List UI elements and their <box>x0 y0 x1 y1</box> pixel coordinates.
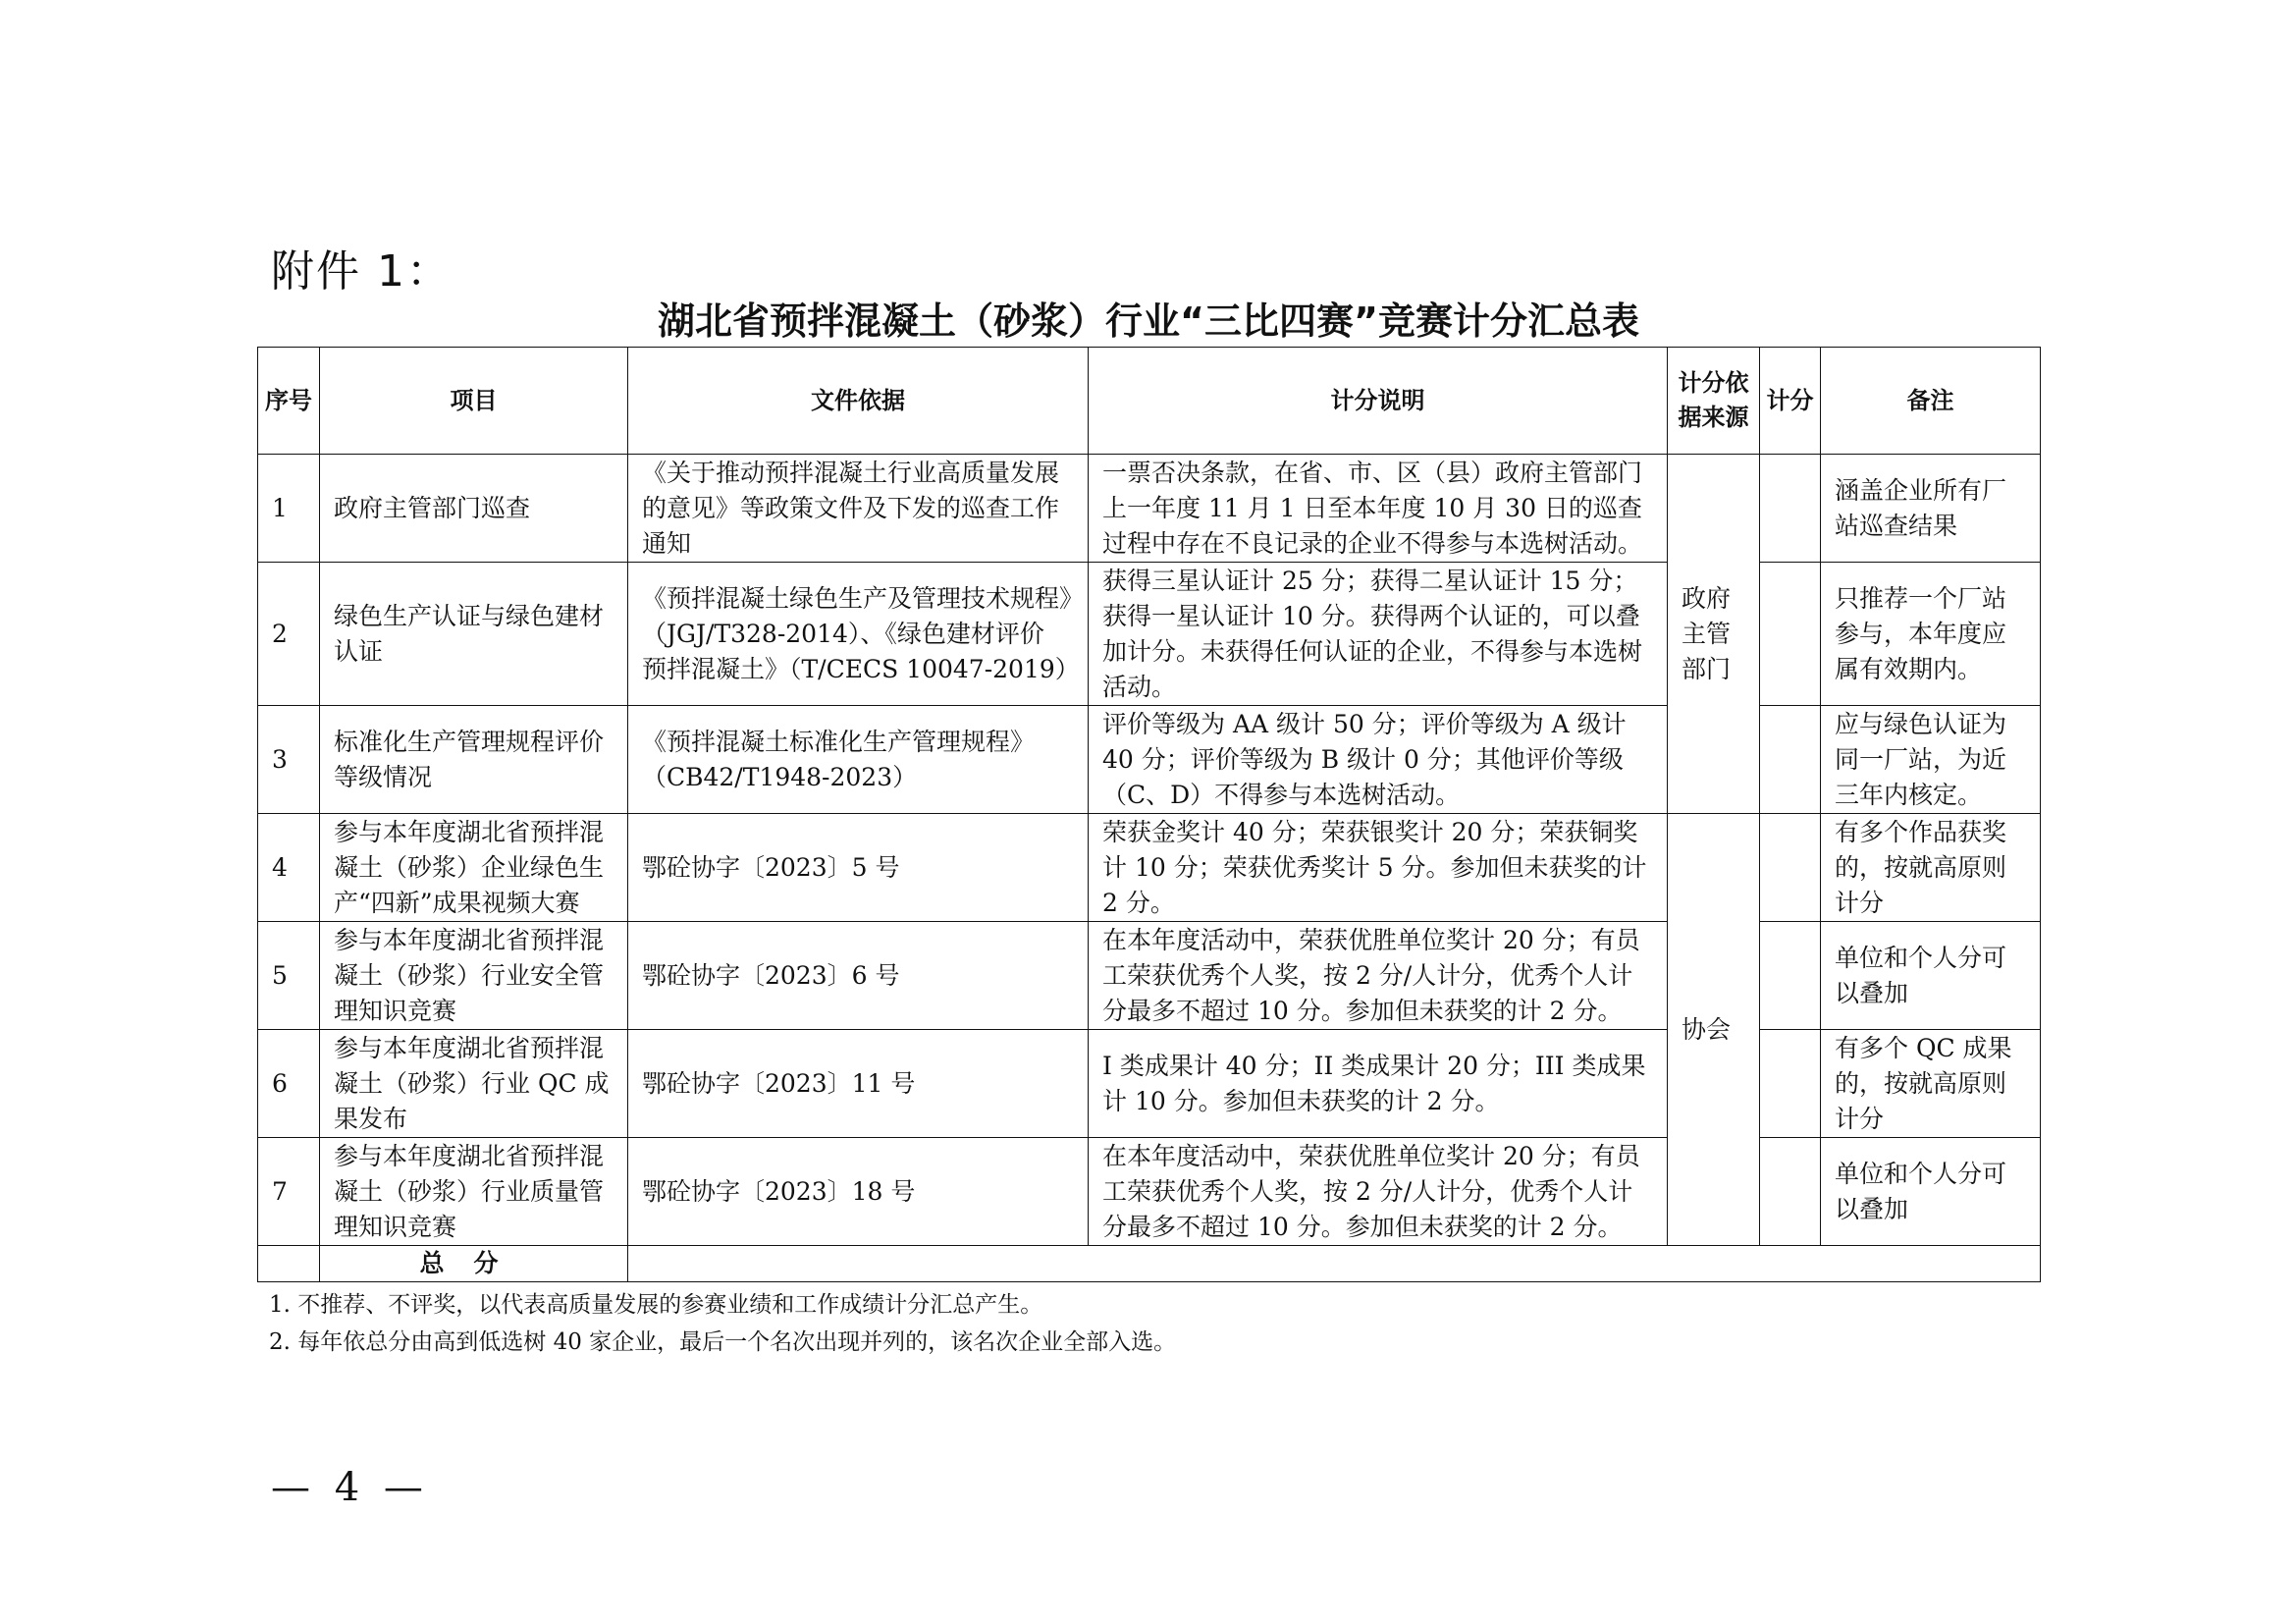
header-score: 计分 <box>1760 348 1821 455</box>
table-row <box>258 706 2041 814</box>
row-score[interactable] <box>1760 563 1821 706</box>
table-row <box>258 1030 2041 1138</box>
row-score[interactable] <box>1760 814 1821 922</box>
row-item: 标准化生产管理规程评价等级情况 <box>320 706 628 814</box>
footnote-1: 1. 不推荐、不评奖，以代表高质量发展的参赛业绩和工作成绩计分汇总产生。 <box>269 1292 1043 1318</box>
page-number: — 4 — <box>271 1465 429 1510</box>
row-item: 参与本年度湖北省预拌混凝土（砂浆）企业绿色生产“四新”成果视频大赛 <box>320 814 628 922</box>
row-score[interactable] <box>1760 922 1821 1030</box>
footnotes <box>269 1286 1176 1361</box>
table-row <box>258 563 2041 706</box>
attachment-label: 附件 1： <box>271 246 452 297</box>
row-remarks: 应与绿色认证为同一厂站，为近三年内核定。 <box>1821 706 2041 814</box>
row-item: 政府主管部门巡查 <box>320 455 628 563</box>
row-no: 4 <box>258 814 320 922</box>
table-row <box>258 1138 2041 1246</box>
header-description: 计分说明 <box>1089 348 1668 455</box>
row-basis: 《预拌混凝土标准化生产管理规程》（CB42/T1948-2023） <box>628 706 1089 814</box>
source-association: 协会 <box>1668 814 1760 1246</box>
row-remarks: 有多个 QC 成果的，按就高原则计分 <box>1821 1030 2041 1138</box>
row-remarks: 涵盖企业所有厂站巡查结果 <box>1821 455 2041 563</box>
row-no: 5 <box>258 922 320 1030</box>
table-row <box>258 814 2041 922</box>
row-basis: 鄂砼协字〔2023〕11 号 <box>628 1030 1089 1138</box>
row-score[interactable] <box>1760 1138 1821 1246</box>
row-item: 绿色生产认证与绿色建材认证 <box>320 563 628 706</box>
row-description: I 类成果计 40 分；II 类成果计 20 分；III 类成果计 10 分。参加但未获奖的计 2 分。 <box>1089 1030 1668 1138</box>
row-remarks: 有多个作品获奖的，按就高原则计分 <box>1821 814 2041 922</box>
row-no: 1 <box>258 455 320 563</box>
table-row <box>258 455 2041 563</box>
score-summary-table <box>257 347 2041 1282</box>
row-remarks: 只推荐一个厂站参与，本年度应属有效期内。 <box>1821 563 2041 706</box>
row-description: 在本年度活动中，荣获优胜单位奖计 20 分；有员工荣获优秀个人奖，按 2 分/人计分，优秀个人计分最多不超过 10 分。参加但未获奖的计 2 分。 <box>1089 922 1668 1030</box>
row-score[interactable] <box>1760 1030 1821 1138</box>
footnote-2: 2. 每年依总分由高到低选树 40 家企业，最后一个名次出现并列的，该名次企业全部入选。 <box>269 1329 1177 1355</box>
row-no: 3 <box>258 706 320 814</box>
row-basis: 鄂砼协字〔2023〕5 号 <box>628 814 1089 922</box>
table-row <box>258 922 2041 1030</box>
header-item: 项目 <box>320 348 628 455</box>
row-basis: 《预拌混凝土绿色生产及管理技术规程》（JGJ/T328-2014）、《绿色建材评价 预拌混凝土》（T/CECS 10047-2019） <box>628 563 1089 706</box>
row-score[interactable] <box>1760 706 1821 814</box>
row-description: 在本年度活动中，荣获优胜单位奖计 20 分；有员工荣获优秀个人奖，按 2 分/人计分，优秀个人计分最多不超过 10 分。参加但未获奖的计 2 分。 <box>1089 1138 1668 1246</box>
row-item: 参与本年度湖北省预拌混凝土（砂浆）行业安全管理知识竞赛 <box>320 922 628 1030</box>
row-no: 6 <box>258 1030 320 1138</box>
row-basis: 《关于推动预拌混凝土行业高质量发展的意见》等政策文件及下发的巡查工作通知 <box>628 455 1089 563</box>
total-no-cell <box>258 1246 320 1282</box>
row-remarks: 单位和个人分可以叠加 <box>1821 1138 2041 1246</box>
row-description: 一票否决条款，在省、市、区（县）政府主管部门上一年度 11 月 1 日至本年度 10 月 30 日的巡查过程中存在不良记录的企业不得参与本选树活动。 <box>1089 455 1668 563</box>
header-no: 序号 <box>258 348 320 455</box>
total-label: 总分 <box>320 1246 628 1282</box>
row-description: 荣获金奖计 40 分；荣获银奖计 20 分；荣获铜奖计 10 分；荣获优秀奖计 5 分。参加但未获奖的计 2 分。 <box>1089 814 1668 922</box>
header-remarks: 备注 <box>1821 348 2041 455</box>
document-title: 湖北省预拌混凝土（砂浆）行业“三比四赛”竞赛计分汇总表 <box>658 299 1639 343</box>
row-basis: 鄂砼协字〔2023〕18 号 <box>628 1138 1089 1246</box>
table-header-row <box>258 348 2041 455</box>
row-remarks: 单位和个人分可以叠加 <box>1821 922 2041 1030</box>
row-item: 参与本年度湖北省预拌混凝土（砂浆）行业 QC 成果发布 <box>320 1030 628 1138</box>
total-value[interactable] <box>628 1246 2041 1282</box>
header-basis: 文件依据 <box>628 348 1089 455</box>
total-row <box>258 1246 2041 1282</box>
row-description: 评价等级为 AA 级计 50 分；评价等级为 A 级计 40 分；评价等级为 B 级计 0 分；其他评价等级（C、D）不得参与本选树活动。 <box>1089 706 1668 814</box>
row-score[interactable] <box>1760 455 1821 563</box>
row-item: 参与本年度湖北省预拌混凝土（砂浆）行业质量管理知识竞赛 <box>320 1138 628 1246</box>
row-no: 7 <box>258 1138 320 1246</box>
row-basis: 鄂砼协字〔2023〕6 号 <box>628 922 1089 1030</box>
header-source: 计分依据来源 <box>1668 348 1760 455</box>
row-no: 2 <box>258 563 320 706</box>
row-description: 获得三星认证计 25 分；获得二星认证计 15 分；获得一星认证计 10 分。获得两个认证的，可以叠加计分。未获得任何认证的企业，不得参与本选树活动。 <box>1089 563 1668 706</box>
source-government: 政府主管部门 <box>1668 455 1760 814</box>
